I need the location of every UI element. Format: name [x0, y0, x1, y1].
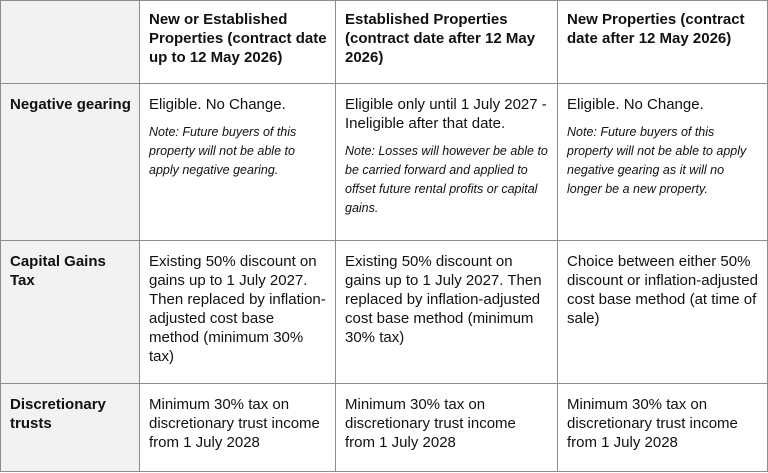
cell-text: Eligible. No Change.: [149, 96, 286, 113]
table-cell: Existing 50% discount on gains up to 1 July 2027. Then replaced by inflation-adjusted cost base method (minimum 30% tax): [336, 241, 558, 384]
table-cell: Minimum 30% tax on discretionary trust income from 1 July 2028: [336, 384, 558, 472]
table-cell: Choice between either 50% discount or inflation-adjusted cost base method (at time of sale): [558, 241, 768, 384]
table-cell: [558, 84, 768, 241]
table-cell: Existing 50% discount on gains up to 1 July 2027. Then replaced by inflation-adjusted cost base method (minimum 30% tax): [140, 241, 336, 384]
cell-note: Note: Losses will however be able to be carried forward and applied to offset future rental profits or capital gains.: [345, 144, 548, 215]
table-row: [1, 84, 768, 241]
corner-cell: [1, 1, 140, 84]
table-cell: Minimum 30% tax on discretionary trust income from 1 July 2028: [558, 384, 768, 472]
column-header-new: New Properties (contract date after 12 May 2026): [558, 1, 768, 84]
table-cell: [336, 84, 558, 241]
header-row: [1, 1, 768, 84]
cell-text: Eligible only until 1 July 2027 - Ineligible after that date.: [345, 96, 547, 132]
cell-note: Note: Future buyers of this property will not be able to apply negative gearing as it will no longer be a new property.: [567, 125, 747, 196]
cell-note: Note: Future buyers of this property will not be able to apply negative gearing.: [149, 125, 297, 177]
row-header-discretionary-trusts: Discretionary trusts: [1, 384, 140, 472]
table-row: [1, 241, 768, 384]
table-row: [1, 384, 768, 472]
row-header-negative-gearing: Negative gearing: [1, 84, 140, 241]
column-header-existing: New or Established Properties (contract date up to 12 May 2026): [140, 1, 336, 84]
table-cell: [140, 84, 336, 241]
cell-text: Eligible. No Change.: [567, 96, 704, 113]
column-header-established: Established Properties (contract date after 12 May 2026): [336, 1, 558, 84]
row-header-capital-gains-tax: Capital Gains Tax: [1, 241, 140, 384]
table-cell: Minimum 30% tax on discretionary trust income from 1 July 2028: [140, 384, 336, 472]
